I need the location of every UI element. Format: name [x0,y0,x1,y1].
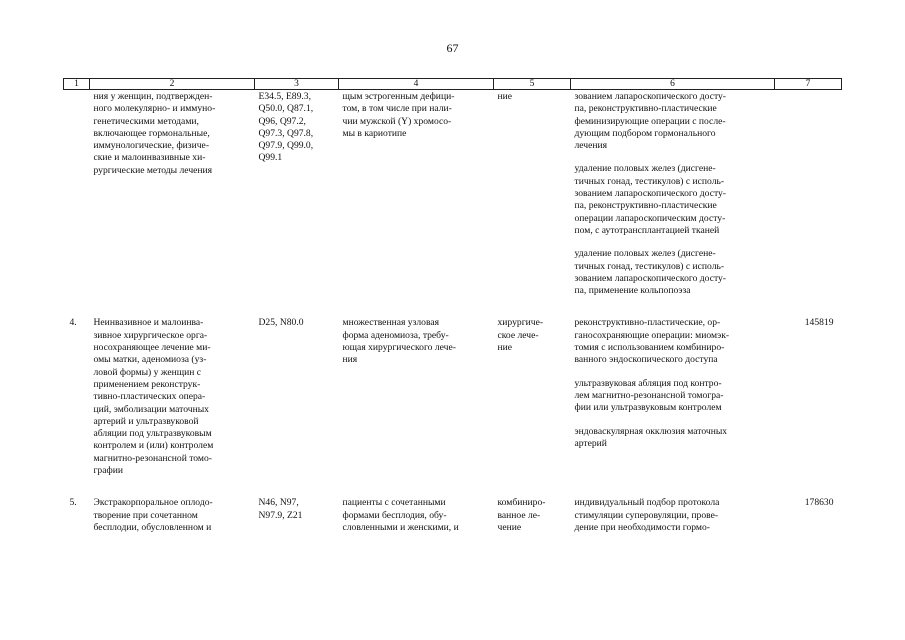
treatment-method: реконструктивно-пластические, ор- ганосохраняющие операции: миомэк- томия с использованием комбиниро- ванного эндоскопического доступа [574,317,730,366]
service-name: Неинвазивное и малоинва- зивное хирургическое орга- носохраняющее лечение ми- омы матки, аденомиоза (уз- ловой формы) у женщин с применением реконструк- тивно-пластических опера- ций, эмболизации маточных артерий и ультразвуковой абляции под ультразвуковым контролем и (или) контролем магнитно-резонансной томо- графии [93,317,214,477]
column-header-1: 1 [64,79,90,90]
column-header-5: 5 [494,79,571,90]
treatment-method: удаление половых желез (дисгене- тичных гонад, тестикулов) с исполь- зованием лапароскопического досту- па, применение кольпопоэза [574,248,727,297]
column-header-6: 6 [571,79,775,90]
treatment-method: индивидуальный подбор протокола стимуляции суперовуляции, прове- дение при необходимости гормо- [574,497,720,533]
column-number-row [64,79,842,90]
treatment-method: удаление половых желез (дисгене- тичных гонад, тестикулов) с исполь- зованием лапароскопического досту- па, реконструктивно-пластические операции лапароскопическим досту- пом, с аутотрансплантацией тканей [574,163,727,236]
table-row [64,496,842,534]
patient-model: щым эстрогенным дефици- том, в том числе при нали- чии мужской (Y) хромосо- мы в кариотипе [342,91,455,139]
price: 145819 [804,317,834,329]
price: 178630 [804,497,834,509]
row-number: 5. [69,497,77,509]
service-name: Экстракорпоральное оплодо- творение при сочетанном бесплодии, обусловленном и [93,497,213,533]
table-row [64,90,842,298]
treatment-type: хирургиче- ское лече- ние [497,317,544,354]
treatment-methods [571,90,775,298]
patient-model: пациенты с сочетанными формами бесплодия, обу- словленными и женскими, и [342,497,459,533]
price [775,90,842,298]
treatment-method: ультразвуковая абляция под контро- лем магнитно-резонансной томогра- фии или ультразвуковым контролем [574,377,724,414]
icd-codes: N46, N97, N97.9, Z21 [258,497,303,521]
row-spacer [64,297,842,316]
row-number: 4. [69,317,77,329]
column-header-4: 4 [339,79,494,90]
column-header-7: 7 [775,79,842,90]
service-name: ния у женщин, подтвержден- ного молекулярно- и иммуно- генетическими методами, включающее гормональные, иммунологические, физиче- ские и малоинвазивные хи- рургические методы лечения [93,91,216,176]
row-number [64,90,90,298]
row-spacer [64,477,842,496]
icd-codes: E34.5, E89.3, Q50.0, Q87.1, Q96, Q97.2, Q97.3, Q97.8, Q97.9, Q99.0, Q99.1 [258,91,314,164]
column-header-3: 3 [255,79,339,90]
page-number: 67 [446,41,459,55]
patient-model: множественная узловая форма аденомиоза, требу- ющая хирургического лече- ния [342,317,456,366]
table-row [64,316,842,477]
treatment-type: комбиниро- ванное ле- чение [497,497,546,533]
services-table [63,78,842,534]
treatment-method: зованием лапароскопического досту- па, реконструктивно-пластические феминизирующие операции с после- дующим подбором гормонального лечения [574,91,727,152]
treatment-methods [571,316,775,477]
icd-codes: D25, N80.0 [258,317,304,329]
treatment-methods [571,496,775,534]
treatment-method: эндоваскулярная окклюзия маточных артерий [574,425,728,449]
column-header-2: 2 [90,79,255,90]
treatment-type: ние [497,91,513,102]
